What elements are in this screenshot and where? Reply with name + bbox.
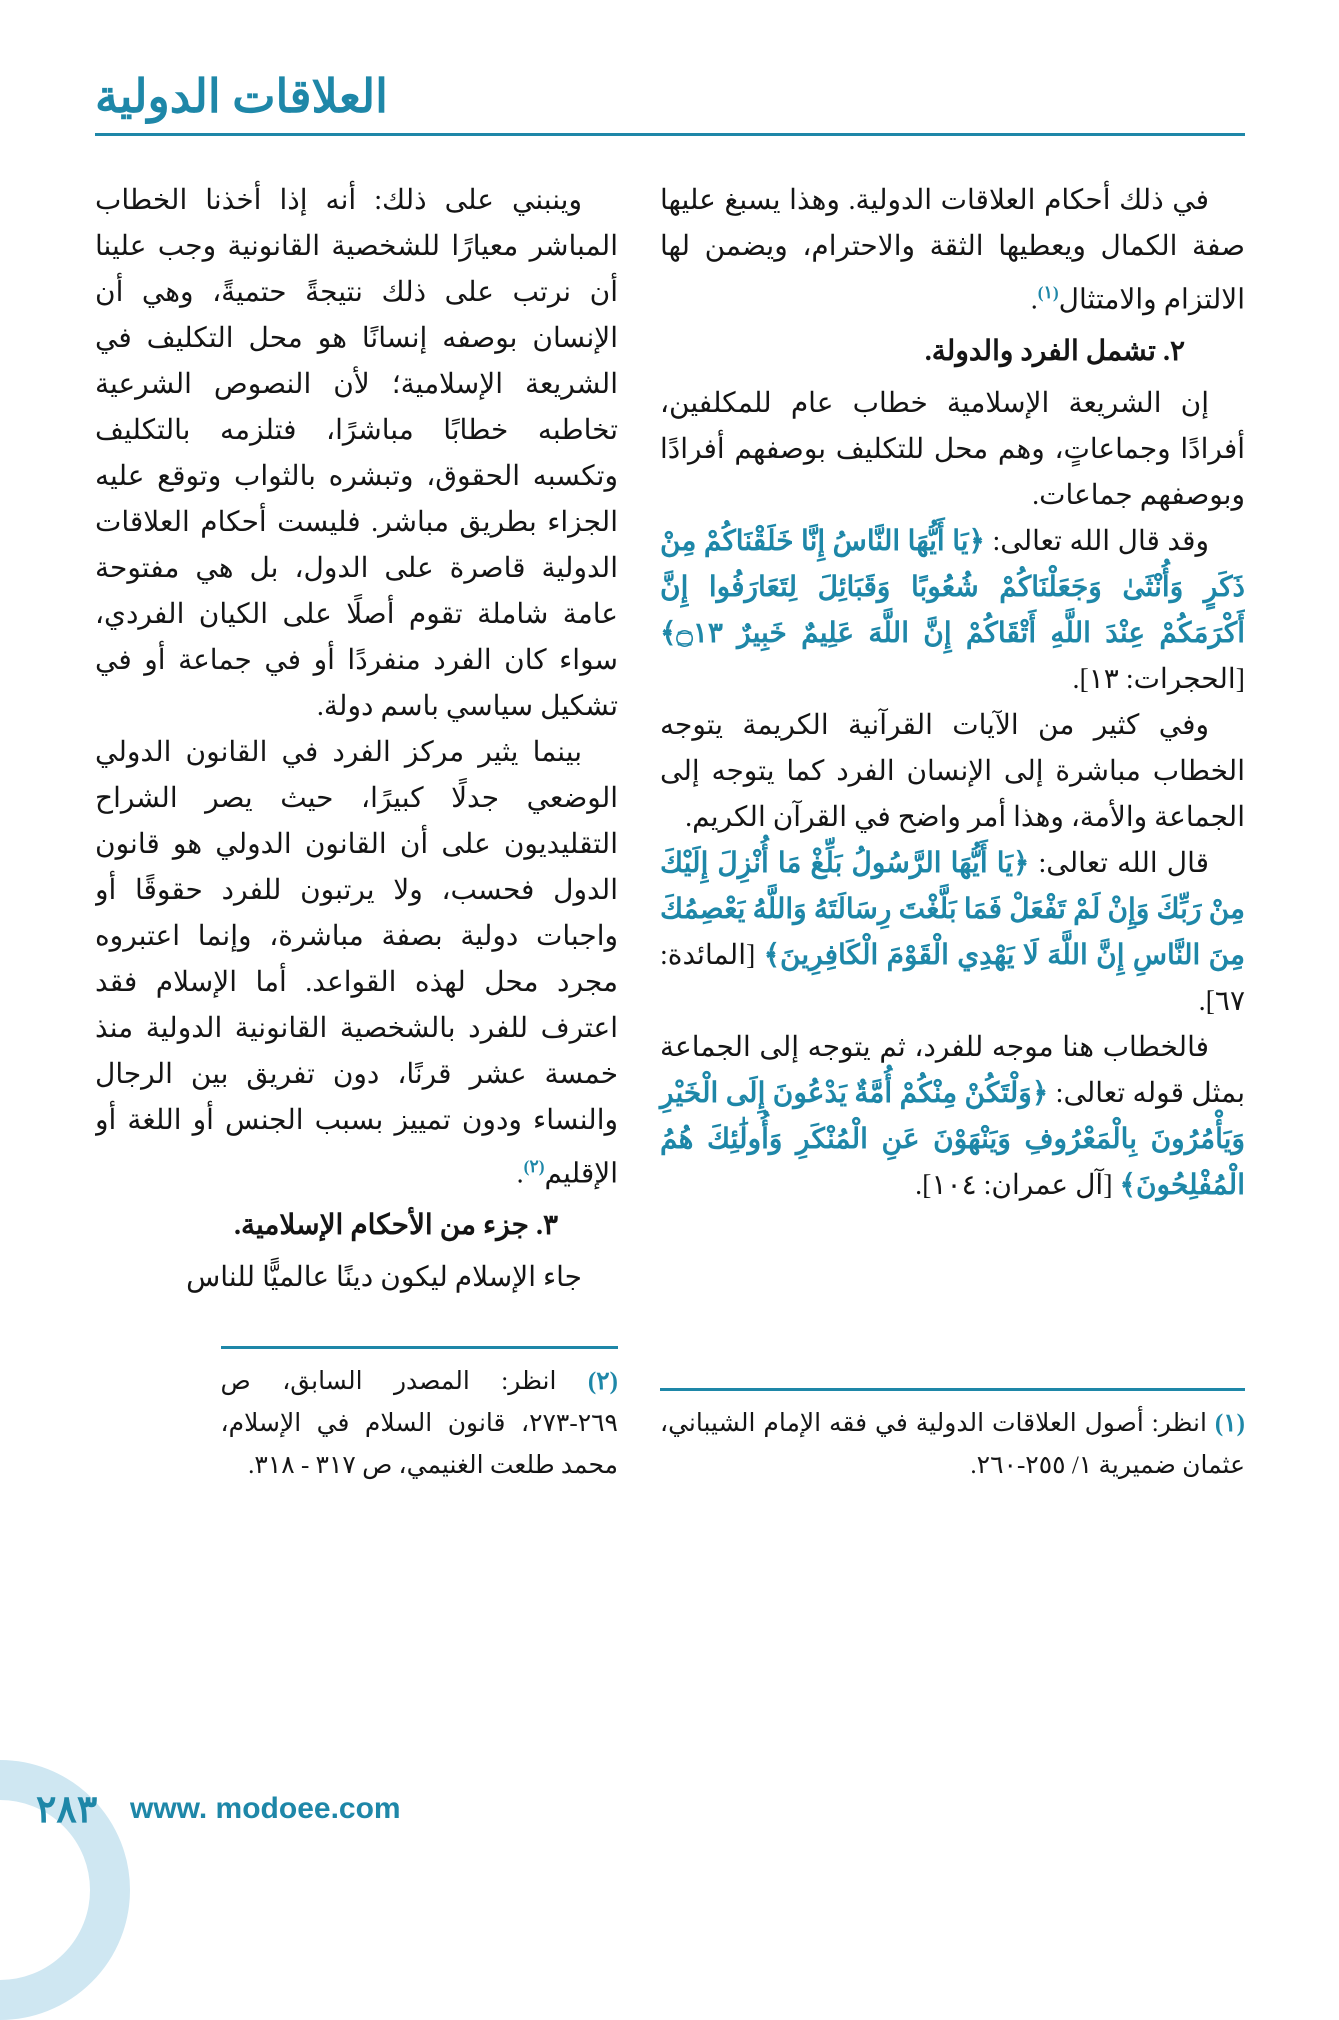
- quran-verse: ﴿وَلْتَكُنْ مِنْكُمْ أُمَّةٌ يَدْعُونَ إِلَى الْخَيْرِ وَيَأْمُرُونَ بِالْمَعْرُوفِ وَيَنْهَوْنَ عَنِ الْمُنْكَرِ وَأُولَٰئِكَ هُمُ الْمُفْلِحُونَ﴾: [660, 1078, 1245, 1202]
- text-run: [آل عمران: ١٠٤].: [915, 1170, 1120, 1202]
- text-run: وفي كثير من الآيات القرآنية الكريمة يتوجه الخطاب مباشرة إلى الإنسان الفرد كما يتوجه إلى الجماعة والأمة، وهذا أمر واضح في القرآن الكريم.: [660, 710, 1245, 834]
- footnote-marker: (١): [1206, 1410, 1245, 1437]
- text-run: [الحجرات: ١٣].: [1072, 664, 1245, 696]
- quran-verse: ﴿يَا أَيُّهَا الرَّسُولُ بَلِّغْ مَا أُنْزِلَ إِلَيْكَ مِنْ رَبِّكَ وَإِنْ لَمْ تَفْعَلْ فَمَا بَلَّغْتَ رِسَالَتَهُ وَاللَّهُ يَعْصِمُكَ مِنَ النَّاسِ إِنَّ اللَّهَ لَا يَهْدِي الْقَوْمَ الْكَافِرِينَ﴾: [660, 848, 1245, 972]
- footnote-separator-right: [660, 1388, 1245, 1391]
- text-run: إن الشريعة الإسلامية خطاب عام للمكلفين، أفرادًا وجماعاتٍ، وهم محل للتكليف بوصفهم أفرادًا وبوصفهم جماعات.: [660, 388, 1245, 512]
- page-number: ٢٨٣: [36, 1789, 98, 1831]
- paragraph: [660, 703, 1245, 841]
- text-run: وقد قال الله تعالى:: [984, 526, 1209, 558]
- header-rule: [95, 133, 1245, 136]
- footnote-inner-left: [221, 1346, 618, 1487]
- text-run: جاء الإسلام ليكون دينًا عالميًّا للناس: [186, 1262, 582, 1294]
- text-run: بينما يثير مركز الفرد في القانون الدولي الوضعي جدلًا كبيرًا، حيث يصر الشراح التقليديون على أن القانون الدولي هو قانون الدول فحسب، ولا يرتبون للفرد حقوقًا أو واجبات دولية بصفة مباشرة، وإنما اعتبروه مجرد محل لهذه القواعد. أما الإسلام فقد اعترف للفرد بالشخصية القانونية الدولية منذ خمسة عشر قرنًا، دون تفريق بين الرجال والنساء ودون تمييز بسبب الجنس أو اللغة أو الإقليم: [95, 737, 618, 1190]
- footnote-block-right: [660, 1388, 1245, 1487]
- footnote-text-left: [221, 1361, 618, 1487]
- footnote-separator-left: [221, 1346, 618, 1349]
- text-run: .: [1030, 284, 1038, 316]
- footnote-text-right: [660, 1403, 1245, 1487]
- footnote-marker: (١): [1037, 283, 1059, 302]
- text-run: .: [516, 1158, 524, 1190]
- footnote-marker: (٢): [523, 1157, 545, 1176]
- text-columns: [95, 178, 1245, 1346]
- text-run: ٣. جزء من الأحكام الإسلامية.: [233, 1210, 558, 1242]
- paragraph: [660, 1025, 1245, 1209]
- text-run: ٢. تشمل الفرد والدولة.: [924, 336, 1185, 368]
- text-run: وينبني على ذلك: أنه إذا أخذنا الخطاب المباشر معيارًا للشخصية القانونية وجب علينا أن نرتب على ذلك نتيجةً حتميةً، وهي أن الإنسان بوصفه إنسانًا هو محل التكليف في الشريعة الإسلامية؛ لأن النصوص الشرعية تخاطبه خطابًا مباشرًا، فتلزمه بالتكليف وتكسبه الحقوق، وتبشره بالثواب وتوقع عليه الجزاء بطريق مباشر. فليست أحكام العلاقات الدولية قاصرة على الدول، بل هي مفتوحة عامة شاملة تقوم أصلًا على الكيان الفردي، سواء كان الفرد منفردًا أو في جماعة أو في تشكيل سياسي باسم دولة.: [95, 185, 618, 722]
- section-heading: [660, 329, 1245, 375]
- text-run: [المائدة: ٦٧].: [660, 940, 1245, 1018]
- paragraph: [95, 730, 618, 1197]
- text-run: قال الله تعالى:: [1029, 848, 1209, 880]
- paragraph: [660, 841, 1245, 1025]
- paragraph: [95, 1255, 618, 1301]
- website-link[interactable]: www. modoee.com: [130, 1792, 401, 1825]
- footnote-block-left: [95, 1346, 618, 1487]
- text-run: في ذلك أحكام العلاقات الدولية. وهذا يسبغ عليها صفة الكمال ويعطيها الثقة والاحترام، ويضمن لها الالتزام والامتثال: [660, 185, 1245, 316]
- column-left: [95, 178, 618, 1301]
- text-run: انظر: المصدر السابق، ص ٢٦٩-٢٧٣، قانون السلام في الإسلام، محمد طلعت الغنيمي، ص ٣١٧ - ٣١٨.: [220, 1368, 618, 1479]
- paragraph: [660, 519, 1245, 703]
- paragraph: [95, 178, 618, 730]
- page-header-title: العلاقات الدولية: [95, 71, 388, 122]
- section-heading: [95, 1203, 618, 1249]
- paragraph: [660, 381, 1245, 519]
- paragraph: [660, 178, 1245, 323]
- text-run: فالخطاب هنا موجه للفرد، ثم يتوجه إلى الجماعة بمثل قوله تعالى:: [660, 1032, 1245, 1110]
- footnotes-row: [95, 1346, 1245, 1487]
- column-right: [660, 178, 1245, 1209]
- footnote-marker: (٢): [556, 1368, 618, 1395]
- text-run: انظر: أصول العلاقات الدولية في فقه الإمام الشيباني، عثمان ضميرية ١/ ٢٥٥-٢٦٠.: [660, 1410, 1245, 1479]
- page-header: [95, 72, 1245, 136]
- quran-verse: ﴿يَا أَيُّهَا النَّاسُ إِنَّا خَلَقْنَاكُمْ مِنْ ذَكَرٍ وَأُنْثَىٰ وَجَعَلْنَاكُمْ شُعُوبًا وَقَبَائِلَ لِتَعَارَفُوا إِنَّ أَكْرَمَكُمْ عِنْدَ اللَّهِ أَتْقَاكُمْ إِنَّ اللَّهَ عَلِيمٌ خَبِيرٌ ۝١٣﴾: [660, 526, 1245, 650]
